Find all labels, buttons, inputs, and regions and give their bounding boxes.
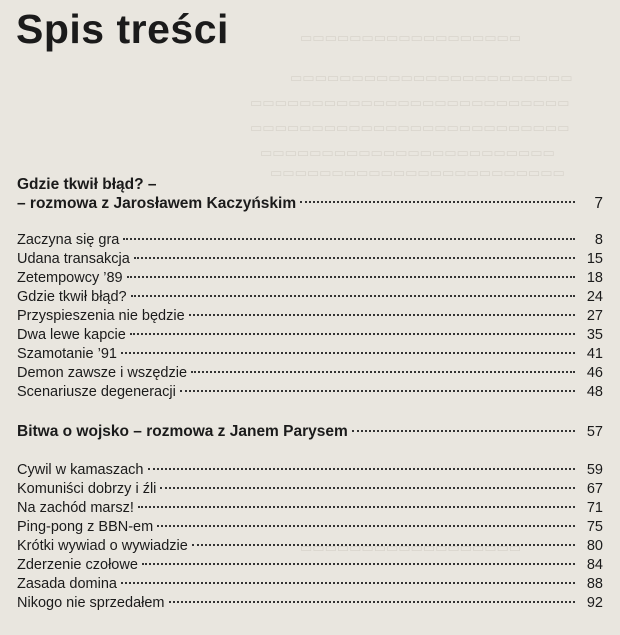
entry-page-number: 35 bbox=[586, 327, 603, 343]
dot-leader bbox=[138, 506, 575, 508]
toc-entry bbox=[17, 346, 603, 363]
toc-entry bbox=[17, 251, 603, 268]
dot-leader bbox=[180, 390, 575, 392]
entry-title: Krótki wywiad o wywiadzie bbox=[17, 538, 188, 554]
toc-entry bbox=[17, 365, 603, 382]
entry-title: Zetempowcy ’89 bbox=[17, 270, 123, 286]
toc-entry bbox=[17, 270, 603, 287]
toc-entry bbox=[17, 462, 603, 479]
dot-leader bbox=[121, 582, 575, 584]
entry-title: Ping-pong z BBN-em bbox=[17, 519, 154, 535]
entry-page-number: 48 bbox=[586, 384, 603, 400]
page-title: Spis treści bbox=[16, 6, 229, 52]
dot-leader bbox=[157, 525, 575, 527]
dot-leader bbox=[148, 468, 576, 470]
section-heading-text: – rozmowa z Jarosławem Kaczyńskim bbox=[17, 195, 297, 212]
entry-page-number: 92 bbox=[586, 595, 603, 611]
section-heading bbox=[17, 175, 603, 213]
entry-title: Na zachód marsz! bbox=[17, 500, 134, 516]
entry-page-number: 59 bbox=[586, 462, 603, 478]
entry-title: Gdzie tkwił błąd? bbox=[17, 289, 127, 305]
section-heading-line bbox=[17, 194, 603, 213]
toc-entry bbox=[17, 327, 603, 344]
dot-leader bbox=[134, 257, 575, 259]
toc-entry bbox=[17, 500, 603, 517]
entry-page-number: 8 bbox=[594, 232, 603, 248]
toc-entry bbox=[17, 595, 603, 612]
dot-leader bbox=[192, 544, 575, 546]
section-page-number: 57 bbox=[586, 424, 603, 440]
entry-page-number: 24 bbox=[586, 289, 603, 305]
dot-leader bbox=[189, 314, 575, 316]
entry-title: Scenariusze degeneracji bbox=[17, 384, 176, 400]
dot-leader bbox=[160, 487, 575, 489]
entry-page-number: 84 bbox=[586, 557, 603, 573]
entry-page-number: 88 bbox=[586, 576, 603, 592]
entry-page-number: 67 bbox=[586, 481, 603, 497]
entry-title: Zaczyna się gra bbox=[17, 232, 120, 248]
entry-page-number: 46 bbox=[586, 365, 603, 381]
entry-title: Szamotanie ’91 bbox=[17, 346, 117, 362]
entry-page-number: 41 bbox=[586, 346, 603, 362]
toc-entry bbox=[17, 576, 603, 593]
reverse-side-bleed-through: ▭▭▭▭▭▭▭▭▭▭▭▭▭▭▭▭▭▭ ▭▭▭▭▭▭▭▭▭▭▭▭▭▭▭▭▭▭▭▭▭▭▭ ▭▭▭▭▭▭▭▭▭▭▭▭▭▭▭▭▭▭▭▭▭▭▭▭▭▭ ▭▭▭▭▭▭▭▭▭▭▭▭▭▭▭▭▭▭▭▭▭▭▭▭▭▭ ▭▭▭▭▭▭▭▭▭▭▭▭▭▭▭▭▭▭▭▭▭▭▭▭ ▭▭▭▭▭▭▭▭▭▭▭▭▭▭▭▭▭▭▭▭▭▭▭▭ ▭▭▭▭▭▭▭▭▭▭▭▭▭▭▭▭▭▭ bbox=[250, 30, 573, 555]
dot-leader bbox=[130, 333, 575, 335]
toc-entry bbox=[17, 232, 603, 249]
toc-entry bbox=[17, 384, 603, 401]
section-page-number: 7 bbox=[594, 195, 603, 212]
section-heading bbox=[17, 423, 603, 440]
entry-title: Komuniści dobrzy i źli bbox=[17, 481, 157, 497]
section-heading-text: Bitwa o wojsko – rozmowa z Janem Parysem bbox=[17, 423, 348, 440]
dot-leader bbox=[123, 238, 575, 240]
entry-title: Demon zawsze i wszędzie bbox=[17, 365, 188, 381]
entry-title: Przyspieszenia nie będzie bbox=[17, 308, 185, 324]
dot-leader bbox=[127, 276, 575, 278]
entry-title: Udana transakcja bbox=[17, 251, 130, 267]
entry-page-number: 71 bbox=[586, 500, 603, 516]
entry-title: Cywil w kamaszach bbox=[17, 462, 144, 478]
toc-entry bbox=[17, 557, 603, 574]
dot-leader bbox=[131, 295, 575, 297]
entry-title: Dwa lewe kapcie bbox=[17, 327, 126, 343]
toc-entry bbox=[17, 481, 603, 498]
entry-title: Zasada domina bbox=[17, 576, 117, 592]
toc-entry bbox=[17, 289, 603, 306]
entry-page-number: 15 bbox=[586, 251, 603, 267]
entry-page-number: 80 bbox=[586, 538, 603, 554]
entry-page-number: 75 bbox=[586, 519, 603, 535]
entry-title: Nikogo nie sprzedałem bbox=[17, 595, 165, 611]
section-heading-line: Gdzie tkwił błąd? – bbox=[17, 176, 157, 193]
dot-leader bbox=[121, 352, 575, 354]
entry-page-number: 18 bbox=[586, 270, 603, 286]
dot-leader bbox=[169, 601, 576, 603]
toc-entry bbox=[17, 538, 603, 555]
entry-page-number: 27 bbox=[586, 308, 603, 324]
toc-entry bbox=[17, 519, 603, 536]
toc-entry bbox=[17, 308, 603, 325]
dot-leader bbox=[352, 430, 575, 432]
dot-leader bbox=[191, 371, 575, 373]
dot-leader bbox=[142, 563, 575, 565]
entry-title: Zderzenie czołowe bbox=[17, 557, 138, 573]
